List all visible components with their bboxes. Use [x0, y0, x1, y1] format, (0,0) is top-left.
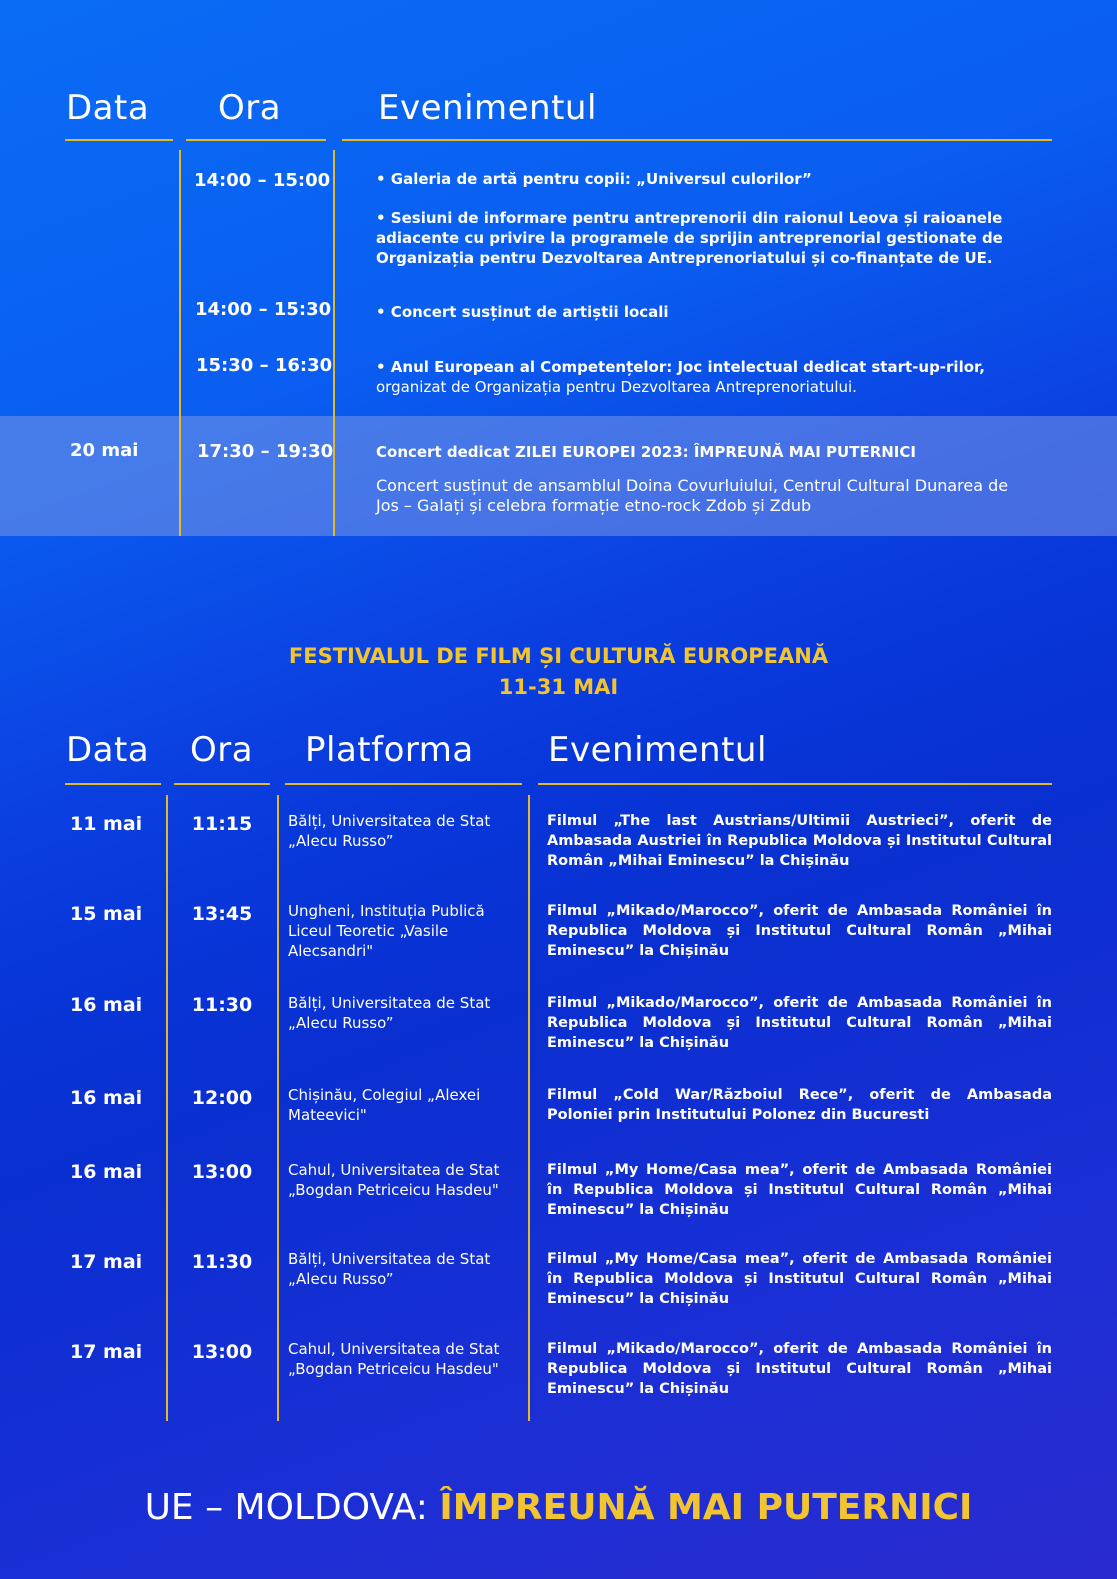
row-event: Filmul „My Home/Casa mea”, oferit de Ambasada României în Republica Moldova și Institutul Cultural Român „Mihai Eminescu” la Chișinău [547, 1251, 1052, 1307]
row-time: 11:30 [191, 994, 253, 1016]
row-date: 16 mai [70, 994, 143, 1016]
header-underline [538, 783, 1052, 785]
header-underline [65, 783, 161, 785]
table1-header-data: Data [66, 88, 150, 128]
row-event: Filmul „My Home/Casa mea”, oferit de Ambasada României în Republica Moldova și Institutul Cultural Român „Mihai Eminescu” la Chișinău [547, 1162, 1052, 1218]
row-event: Filmul „Mikado/Marocco”, oferit de Ambasada României în Republica Moldova și Institutul Cultural Român „Mihai Eminescu” la Chișinău [547, 1341, 1052, 1397]
row-time: 11:15 [191, 813, 253, 835]
festival-dates: 11-31 MAI [498, 675, 619, 699]
footer-highlight: ÎMPREUNĂ MAI PUTERNICI [439, 1487, 973, 1528]
header-underline [65, 139, 173, 141]
event-title: Concert dedicat ZILEI EUROPEI 2023: ÎMPREUNĂ MAI PUTERNICI [376, 443, 916, 461]
column-divider [277, 795, 279, 1421]
row-time: 12:00 [191, 1087, 253, 1109]
row-platform: Bălți, Universitatea de Stat „Alecu Russo” [288, 812, 491, 850]
row-platform: Chișinău, Colegiul „Alexei Mateevici" [288, 1086, 481, 1124]
row-event: Filmul „The last Austrians/Ultimii Austrieci”, oferit de Ambasada Austriei în Republica Moldova și Institutul Cultural Român „Mihai Eminescu” la Chișinău [547, 813, 1052, 869]
column-divider [166, 795, 168, 1421]
event-item-normal: organizat de Organizația pentru Dezvoltarea Antreprenoriatului. [376, 378, 857, 396]
table2-header-ora: Ora [190, 730, 254, 770]
row-date: 16 mai [70, 1087, 143, 1109]
row-platform: Ungheni, Instituția Publică Liceul Teoretic „Vasile Alecsandri" [288, 902, 485, 960]
row-time: 14:00 – 15:00 [194, 170, 331, 191]
column-divider [528, 795, 530, 1421]
row-date: 20 mai [70, 440, 139, 461]
column-divider [333, 150, 335, 536]
event-description: Concert susținut de ansamblul Doina Covurluiului, Centrul Cultural Dunarea de Jos – Galați și celebra formație etno-rock Zdob și Zdub [376, 476, 1009, 515]
header-underline [285, 783, 522, 785]
row-time: 13:45 [191, 903, 253, 925]
header-underline [342, 139, 1052, 141]
row-event: Filmul „Mikado/Marocco”, oferit de Ambasada României în Republica Moldova și Institutul Cultural Român „Mihai Eminescu” la Chișinău [547, 903, 1052, 959]
footer-slogan [0, 1487, 1117, 1528]
row-event: Filmul „Mikado/Marocco”, oferit de Ambasada României în Republica Moldova și Institutul Cultural Român „Mihai Eminescu” la Chișinău [547, 995, 1052, 1051]
row-platform: Bălți, Universitatea de Stat „Alecu Russo” [288, 1250, 491, 1288]
row-time: 15:30 – 16:30 [196, 355, 333, 376]
table1-header-ora: Ora [218, 88, 282, 128]
column-divider [179, 150, 181, 536]
row-date: 17 mai [70, 1251, 143, 1273]
table2-header-data: Data [66, 730, 150, 770]
row-time: 13:00 [191, 1161, 253, 1183]
event-item [376, 357, 1036, 397]
header-underline [174, 783, 270, 785]
event-item: • Concert susținut de artiștii locali [376, 303, 669, 321]
row-time: 13:00 [191, 1341, 253, 1363]
row-time: 11:30 [191, 1251, 253, 1273]
table1-header-eveniment: Evenimentul [378, 88, 597, 128]
row-date: 17 mai [70, 1341, 143, 1363]
row-event: Filmul „Cold War/Războiul Rece”, oferit de Ambasada Poloniei prin Institutului Polonez din Bucuresti [547, 1087, 1052, 1123]
table2-header-eveniment: Evenimentul [548, 730, 767, 770]
row-date: 11 mai [70, 813, 143, 835]
row-platform: Bălți, Universitatea de Stat „Alecu Russo” [288, 994, 491, 1032]
row-date: 15 mai [70, 903, 143, 925]
footer-prefix: UE – MOLDOVA: [144, 1487, 440, 1528]
festival-title: FESTIVALUL DE FILM ȘI CULTURĂ EUROPEANĂ [288, 644, 829, 668]
row-platform: Cahul, Universitatea de Stat „Bogdan Petriceicu Hasdeu" [288, 1161, 500, 1199]
header-underline [186, 139, 326, 141]
table2-header-platforma: Platforma [305, 730, 474, 770]
event-item-bold: • Anul European al Competențelor: Joc intelectual dedicat start-up-rilor, [376, 358, 985, 376]
row-time: 17:30 – 19:30 [197, 441, 334, 462]
row-time: 14:00 – 15:30 [195, 299, 332, 320]
row-date: 16 mai [70, 1161, 143, 1183]
row-platform: Cahul, Universitatea de Stat „Bogdan Petriceicu Hasdeu" [288, 1340, 500, 1378]
event-item: • Sesiuni de informare pentru antreprenorii din raionul Leova și raioanele adiacente cu privire la programele de sprijin antreprenorial gestionate de Organizația pentru Dezvoltarea Antreprenoriatului și co-finanțate de UE. [376, 209, 1003, 267]
event-item: • Galeria de artă pentru copii: „Universul culorilor” [376, 170, 812, 188]
